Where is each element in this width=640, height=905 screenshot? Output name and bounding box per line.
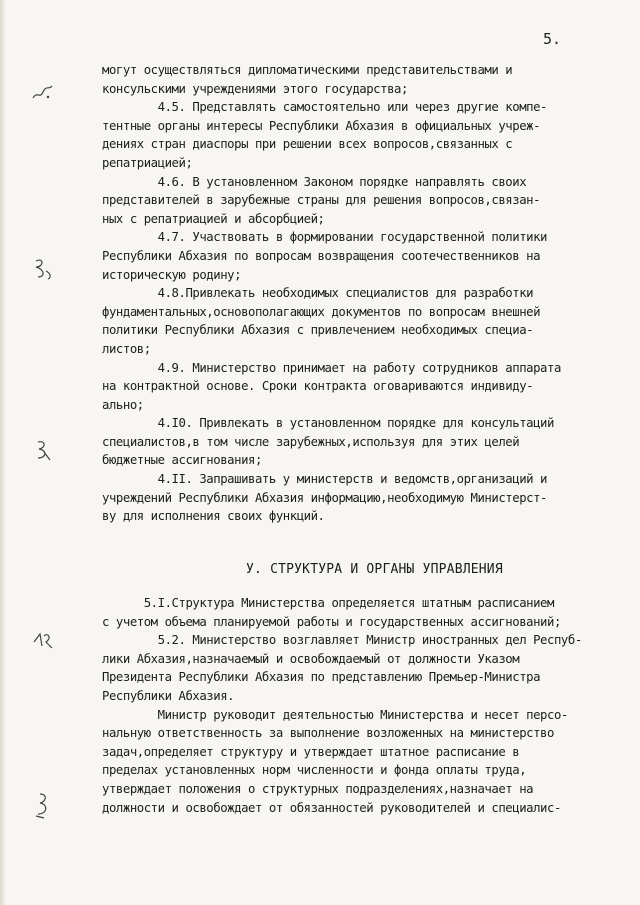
text-line: представителей в зарубежные страны для решения вопросов,связан-: [102, 193, 541, 208]
text-line: 5.2. Министерство возглавляет Министр иностранных дел Респуб-: [102, 633, 582, 648]
section-5-text: [102, 594, 622, 817]
section-4-text: [102, 61, 622, 526]
text-line: 4.I0. Привлекать в установленном порядке для консультаций: [102, 416, 554, 431]
text-line: бюджетные ассигнования;: [102, 453, 262, 468]
text-line: Республики Абхазия по вопросам возвращения соотечественников на: [102, 248, 541, 263]
text-line: дениях стран диаспоры при решении всех вопросов,связанных с: [102, 137, 513, 152]
section-heading: У. СТРУКТУРА И ОРГАНЫ УПРАВЛЕНИЯ: [246, 562, 503, 577]
text-line: 4.6. В установленном Законом порядке направлять своих: [102, 174, 527, 189]
text-line: 4.5. Представлять самостоятельно или через другие компе-: [102, 100, 548, 115]
text-line: Президента Республики Абхазия по представлению Премьер-Министра: [102, 670, 541, 685]
text-line: ных с репатриацией и абсорбцией;: [102, 211, 325, 226]
text-line: политики Республики Абхазия с привлечением необходимых специа-: [102, 323, 534, 338]
text-line: нальную ответственность за выполнение возложенных на министерство: [102, 726, 554, 741]
text-line: Министр руководит деятельностью Министерства и несет персо-: [102, 707, 568, 722]
text-line: тентные органы интересы Республики Абхазия в официальных учреж-: [102, 118, 541, 133]
text-line: 4.8.Привлекать необходимых специалистов для разработки: [102, 286, 534, 301]
text-line: должности и освобождает от обязанностей руководителей и специалис-: [102, 800, 561, 815]
text-line: 4.9. Министерство принимает на работу сотрудников аппарата: [102, 360, 561, 375]
text-line: Республики Абхазия.: [102, 688, 235, 703]
text-line: задач,определяет структуру и утверждает штатное расписание в: [102, 744, 520, 759]
text-line: на контрактной основе. Сроки контракта оговариваются индивиду-: [102, 379, 534, 394]
page-number: 5.: [543, 30, 562, 48]
text-line: консульскими учреждениями этого государства;: [102, 81, 408, 96]
text-line: лики Абхазия,назначаемый и освобождаемый от должности Указом: [102, 651, 520, 666]
margin-handwritten-mark: [30, 790, 56, 824]
text-line: пределах установленных норм численности и фонда оплаты труда,: [102, 763, 527, 778]
text-line: репатриацией;: [102, 155, 193, 170]
margin-handwritten-mark: [30, 628, 56, 656]
text-line: специалистов,в том числе зарубежных,используя для этих целей: [102, 434, 520, 449]
text-line: ву для исполнения своих функций.: [102, 509, 325, 524]
text-line: ально;: [102, 397, 144, 412]
text-line: листов;: [102, 341, 151, 356]
text-line: 5.I.Структура Министерства определяется штатным расписанием: [102, 596, 554, 610]
text-line: утверждает положения о структурных подразделениях,назначает на: [102, 781, 534, 796]
text-line: историческую родину;: [102, 267, 242, 282]
text-line: 4.7. Участвовать в формировании государственной политики: [102, 230, 548, 245]
margin-handwritten-mark: [30, 82, 56, 108]
text-line: могут осуществляться дипломатическими представительствами и: [102, 63, 513, 77]
text-line: с учетом объема планируемой работы и государственных ассигнований;: [102, 614, 561, 629]
margin-handwritten-mark: [30, 255, 56, 285]
text-line: 4.II. Запрашивать у министерств и ведомств,организаций и: [102, 472, 548, 487]
margin-handwritten-mark: [30, 438, 56, 468]
page-fold-shadow: [0, 0, 6, 905]
text-line: фундаментальных,основополагающих документов по вопросам внешней: [102, 304, 541, 319]
text-line: учреждений Республики Абхазия информацию,необходимую Министерст-: [102, 490, 548, 505]
